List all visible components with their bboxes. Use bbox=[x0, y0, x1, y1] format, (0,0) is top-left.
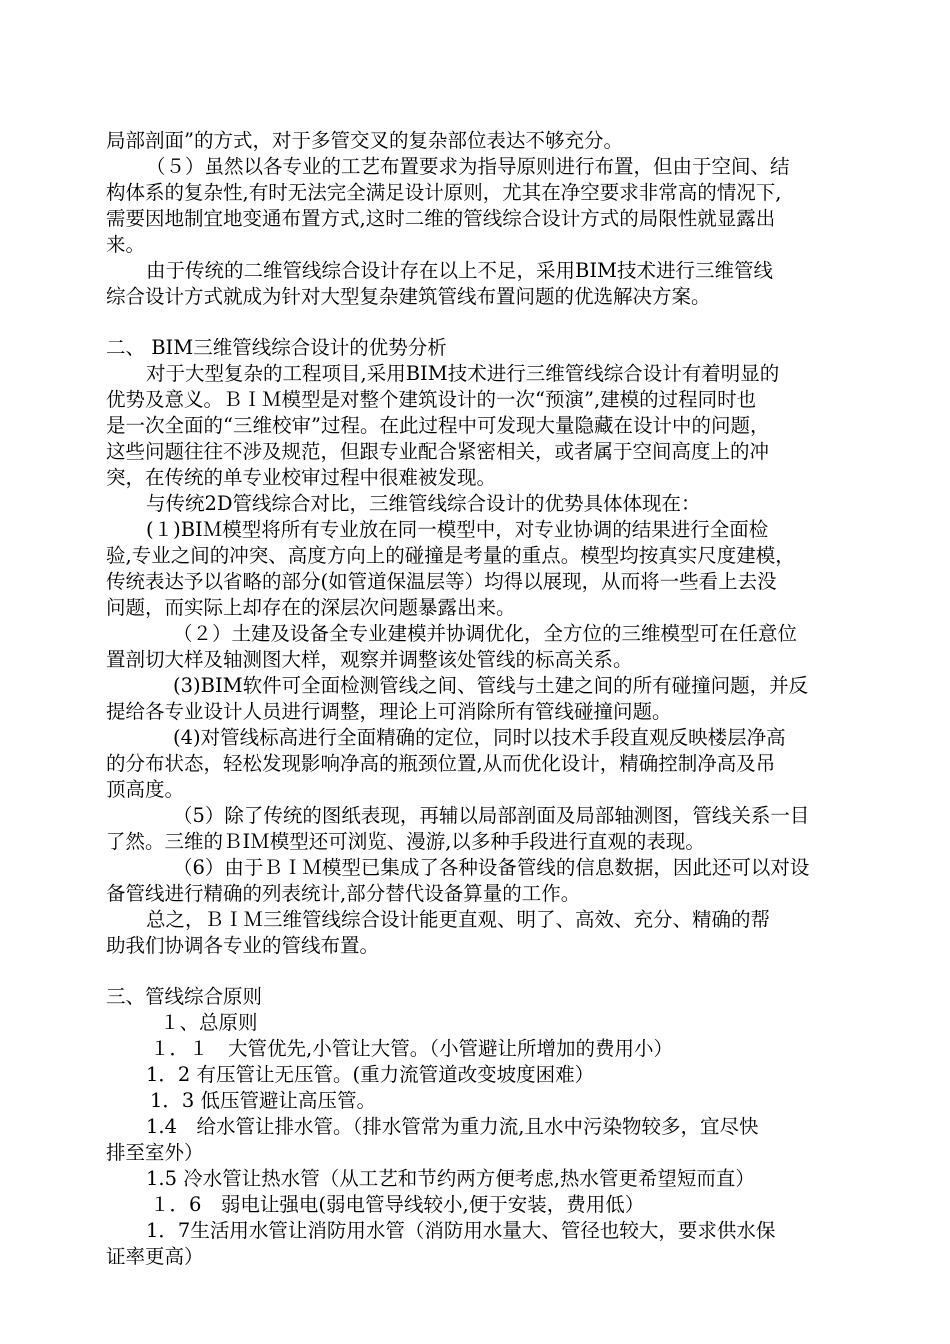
text-line: 助我们协调各专业的管线布置。 bbox=[106, 934, 380, 957]
text-line: (3)BIM软件可全面检测管线之间、管线与土建之间的所有碰撞问题，并反 bbox=[173, 674, 809, 697]
text-line: 综合设计方式就成为针对大型复杂建筑管线布置问题的优选解决方案。 bbox=[106, 285, 711, 308]
subsection-heading: １、总原则 bbox=[160, 1011, 258, 1034]
text-line: 了然。三维的ＢIＭ模型还可浏览、漫游,以多种手段进行直观的表现。 bbox=[106, 830, 705, 853]
text-line: 需要因地制宜地变通布置方式,这时二维的管线综合设计方式的局限性就显露出 bbox=[106, 207, 776, 230]
text-line: 验,专业之间的冲突、高度方向上的碰撞是考量的重点。模型均按真实尺度建模， bbox=[106, 544, 795, 567]
text-line: 这些问题往往不涉及规范，但跟专业配合紧密相关，或者属于空间高度上的冲 bbox=[106, 440, 770, 463]
text-line: 备管线进行精确的列表统计,部分替代设备算量的工作。 bbox=[106, 882, 581, 905]
text-line: （２）土建及设备全专业建模并协调优化，全方位的三维模型可在任意位 bbox=[173, 622, 798, 645]
text-line: 构体系的复杂性,有时无法完全满足设计原则，尤其在净空要求非常高的情况下, bbox=[106, 181, 782, 204]
text-line: （５）虽然以各专业的工艺布置要求为指导原则进行布置，但由于空间、结 bbox=[146, 155, 790, 178]
text-line: 1．7生活用水管让消防用水管（消防用水量大、管径也较大，要求供水保 bbox=[146, 1219, 776, 1242]
text-line: 来。 bbox=[106, 233, 146, 256]
text-line: 的分布状态，轻松发现影响净高的瓶颈位置,从而优化设计，精确控制净高及吊 bbox=[106, 752, 776, 775]
text-line: 传统表达予以省略的部分(如管道保温层等）均得以展现，从而将一些看上去没 bbox=[106, 570, 777, 593]
text-line: 提给各专业设计人员进行调整，理论上可消除所有管线碰撞问题。 bbox=[106, 700, 672, 723]
text-line: 置剖切大样及轴测图大样，观察并调整该处管线的标高关系。 bbox=[106, 648, 633, 671]
text-line: 问题，而实际上却存在的深层次问题暴露出来。 bbox=[106, 596, 516, 619]
text-line: 是一次全面的“三维校审”过程。在此过程中可发现大量隐藏在设计中的问题， bbox=[106, 414, 770, 437]
text-line: （5）除了传统的图纸表现，再辅以局部剖面及局部轴测图，管线关系一目 bbox=[173, 804, 810, 827]
text-line: 优势及意义。ＢＩＭ模型是对整个建筑设计的一次“预演”,建模的过程同时也 bbox=[106, 388, 757, 411]
text-line: （6）由于ＢＩＭ模型已集成了各种设备管线的信息数据，因此还可以对设 bbox=[173, 856, 810, 879]
text-line: 证率更高） bbox=[106, 1245, 204, 1268]
section-heading: 三、管线综合原则 bbox=[106, 985, 263, 1008]
text-line: 对于大型复杂的工程项目,采用BIM技术进行三维管线综合设计有着明显的 bbox=[146, 362, 780, 385]
text-line: 1．3 低压管避让高压管。 bbox=[150, 1089, 377, 1112]
text-line: 与传统2D管线综合对比，三维管线综合设计的优势具体体现在： bbox=[146, 492, 701, 515]
text-line: １．6 弱电让强电(弱电管导线较小,便于安装，费用低） bbox=[150, 1193, 645, 1216]
text-line: 1．2 有压管让无压管。(重力流管道改变坡度困难） bbox=[146, 1063, 595, 1086]
text-line: 由于传统的二维管线综合设计存在以上不足，采用BIM技术进行三维管线 bbox=[146, 259, 773, 282]
text-line: (１)BIＭ模型将所有专业放在同一模型中，对专业协调的结果进行全面检 bbox=[146, 518, 769, 541]
text-line: 突，在传统的单专业校审过程中很难被发现。 bbox=[106, 466, 497, 489]
text-line: １．１ 大管优先,小管让大管。（小管避让所增加的费用小） bbox=[150, 1037, 673, 1060]
text-line: 顶高度。 bbox=[106, 778, 185, 801]
text-line: 排至室外） bbox=[106, 1141, 204, 1164]
text-line: 总之，ＢＩＭ三维管线综合设计能更直观、明了、高效、充分、精确的帮 bbox=[146, 908, 771, 931]
text-line: 局部剖面”的方式，对于多管交叉的复杂部位表达不够充分。 bbox=[106, 129, 623, 152]
text-line: (4)对管线标高进行全面精确的定位，同时以技术手段直观反映楼层净高 bbox=[173, 726, 786, 749]
text-line: 1.4 给水管让排水管。（排水管常为重力流,且水中污染物较多，宜尽快 bbox=[146, 1115, 759, 1138]
section-heading: 二、 BIM三维管线综合设计的优势分析 bbox=[106, 336, 447, 359]
text-line: 1.5 冷水管让热水管（从工艺和节约两方便考虑,热水管更希望短而直） bbox=[146, 1167, 755, 1190]
